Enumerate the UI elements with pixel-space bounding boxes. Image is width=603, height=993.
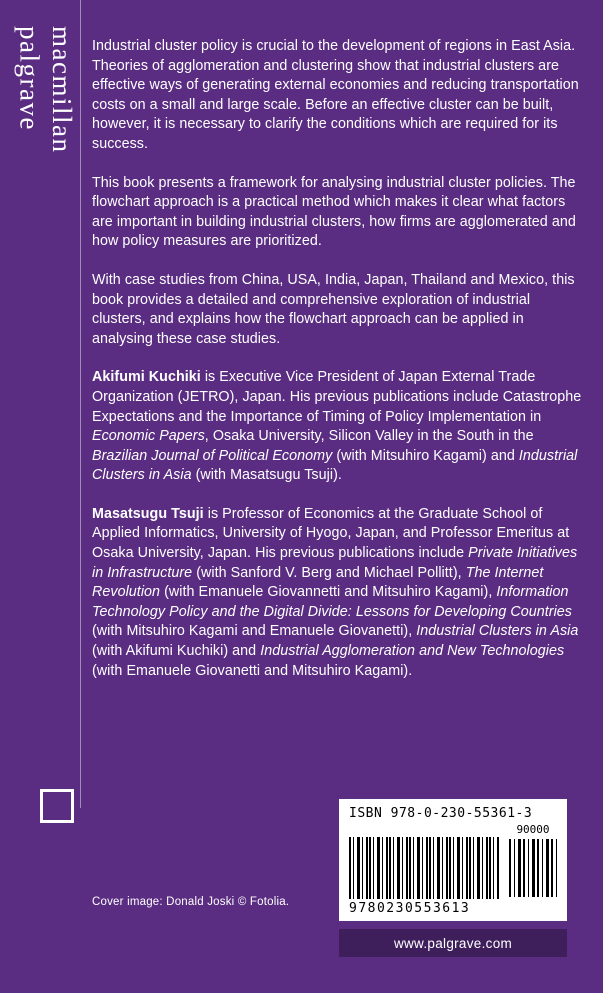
barcode-addon-code: 90000 [516, 823, 550, 836]
barcode-row [349, 823, 557, 916]
author-bio-akifumi-kuchiki: Akifumi Kuchiki is Executive Vice President of Japan External Trade Organization (JETRO), Japan. His previous publications include Catastrophe Expectations and the Importance of Timing of Policy Implementation in Economic Papers, Osaka University, Silicon Valley in the South in the Brazilian Journal of Political Economy (with Mitsuhiro Kagami) and Industrial Clusters in Asia (with Masatsugu Tsuji). [92, 369, 582, 484]
barcode-panel [339, 799, 567, 921]
barcode-addon-bars [509, 839, 557, 897]
author-bio-masatsugu-tsuji: Masatsugu Tsuji is Professor of Economics at the Graduate School of Applied Informatics, University of Hyogo, Japan, and Professor Emeritus at Osaka University, Japan. His previous publications include Private Initiatives in Infrastructure (with Sanford V. Berg and Michael Pollitt), The Internet Revolution (with Emanuele Giovannetti and Mitsuhiro Kagami), Information Technology Policy and the Digital Divide: Lessons for Developing Countries (with Mitsuhiro Kagami and Emanuele Giovanetti), Industrial Clusters in Asia (with Akifumi Kuchiki) and Industrial Agglomeration and New Technologies (with Emanuele Giovanetti and Mitsuhiro Kagami). [92, 505, 579, 679]
barcode-main [349, 823, 499, 916]
spine-square-mark [40, 789, 74, 823]
book-description-paragraph-1: Industrial cluster policy is crucial to the development of regions in East Asia. Theories of agglomeration and clustering show that industrial clusters are effective ways of generating external economies and reducing transportation costs on a small and large scale. Before an effective cluster can be built, however, it is necessary to clarify the conditions which are required for its success. [92, 38, 579, 152]
sidebar-divider [80, 0, 81, 808]
logo-line-palgrave: palgrave [14, 26, 45, 131]
cover-image-credit: Cover image: Donald Joski © Fotolia. [92, 896, 290, 908]
back-cover-text [92, 37, 584, 700]
publisher-website-url: www.palgrave.com [393, 935, 513, 951]
publisher-website-bar [339, 929, 567, 957]
barcode-digits: 9780230553613 [349, 901, 471, 916]
barcode-bars [349, 837, 499, 899]
isbn-number: ISBN 978-0-230-55361-3 [349, 806, 533, 821]
book-description-paragraph-2: This book presents a framework for analysing industrial cluster policies. The flowchart approach is a practical method which makes it clear what factors are important in building industrial clusters, how firms are agglomerated and how policy measures are prioritized. [92, 174, 576, 250]
book-description-paragraph-3: With case studies from China, USA, India, Japan, Thailand and Mexico, this book provides a detailed and comprehensive exploration of industrial clusters, and explains how the flowchart approach can be applied in analysing these case studies. [92, 271, 575, 347]
barcode-addon [509, 823, 557, 916]
logo-line-macmillan: macmillan [46, 26, 77, 154]
palgrave-macmillan-logo [13, 26, 78, 256]
